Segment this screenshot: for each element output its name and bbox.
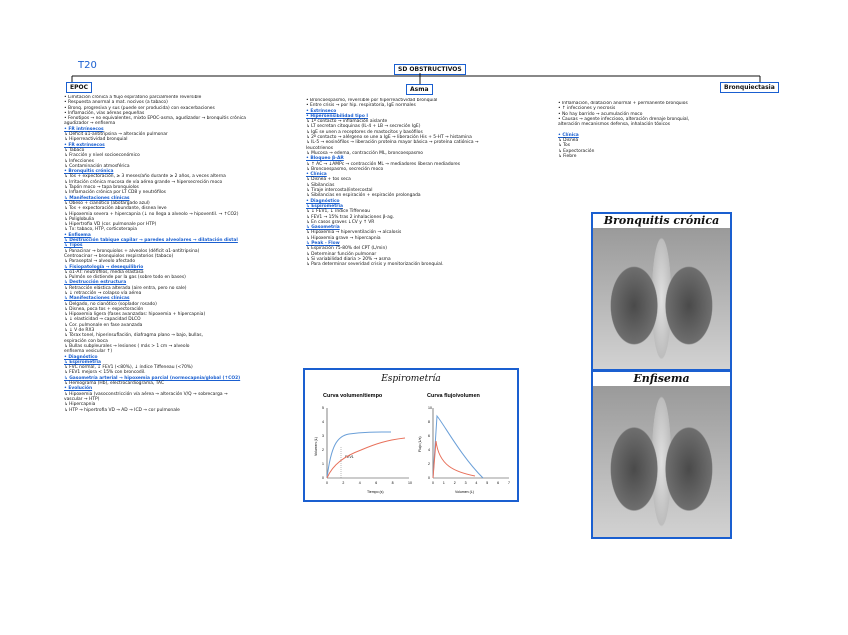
note-line: ↳ IgE se unen a receptores de mastocitos y basófilos <box>306 129 423 135</box>
note-line: ↳ Gasometría <box>306 225 340 231</box>
note-line: ↳ Contaminación atmosférica <box>64 163 130 169</box>
vt-normal-curve <box>327 432 391 478</box>
note-line: ↳ Déficit α1-antitripsina → alteración pulmonar <box>64 132 168 138</box>
note-line: ↳ α1-AT: neutrófilos, media elastasa <box>64 269 144 275</box>
vt-y-tick: 2 <box>322 448 324 452</box>
note-line: ↳ Determinar función pulmonar <box>306 251 377 257</box>
note-line: ↳ Poliglobulia <box>64 216 95 222</box>
note-line: • Diagnóstico <box>64 354 98 360</box>
note-line: ↳ Espirometría <box>64 359 101 365</box>
note-line: ↳ Infecciones <box>64 158 94 164</box>
note-line: ↳ IL-5 → eosinófilos → liberación proteína mayor básica → proteína catiónica → <box>306 140 479 146</box>
vt-y-tick: 1 <box>322 462 324 466</box>
vt-x-tick: 8 <box>391 481 394 485</box>
note-line: • Entre crisis → por hip. respiratoria, IgE normales <box>306 103 416 109</box>
note-line: ↳ ↓ FEV1, ↓ índice Tiffeneau <box>306 209 371 215</box>
note-line: ↳ En casos graves ↓CV y ↑ VR <box>306 219 375 225</box>
vt-x-tick: 0 <box>326 481 328 485</box>
note-line: ↳ FEV1 mejora < 15% con broncodil. <box>64 370 146 376</box>
note-line: ↳ Sibilancias en espiración + espiración prolongada <box>306 193 421 199</box>
note-line: ↳ LT secretan citoquinas (IL-4 + LB → secreción IgE) <box>306 124 421 130</box>
ff-obstructive-curve <box>433 441 475 478</box>
note-line: ↳ Hipoxemia → hiperventilación → alcalosis <box>306 230 402 236</box>
note-line: • ↑ infecciones y necrosis <box>558 106 616 112</box>
note-line: ↳ Hipoxemia ligera (fases avanzadas: hipoxemia + hipercapnia) <box>64 312 206 318</box>
note-line: • Hipersensibilidad tipo I <box>306 113 368 119</box>
note-line: ↳ HTP → hipertrofia VD → AD → ICD → cor pulmonale <box>64 407 180 413</box>
note-line: alteración mecanismos defensa, inhalación tóxicos <box>558 122 670 128</box>
note-line: ↳ Sibilancias <box>306 182 335 188</box>
vt-x-tick: 10 <box>408 481 412 485</box>
note-line: ↳ Hipercapnia <box>64 402 96 408</box>
note-line: • Bronq. progresiva y sus (puede ser producida) con exacerbaciones <box>64 105 215 111</box>
note-line: • FR extrínsecos <box>64 142 105 148</box>
vt-chart-title: Curva volumen/tiempo <box>323 393 383 399</box>
note-line: enfisema vesicular ↑) <box>64 349 113 355</box>
note-line: • Limitación crónica a flujo espiratorio parcialmente reversible <box>64 95 202 100</box>
vt-y-tick: 3 <box>322 434 324 438</box>
note-line: ↳ Manifestaciones clínicas <box>64 195 130 201</box>
note-line: ↳ 1º contacto → inflamación aislante <box>306 119 388 125</box>
note-line: ↳ Fisiopatología → desequilibrio <box>64 264 144 270</box>
vt-x-tick: 4 <box>358 481 361 485</box>
note-line: ↳ Si variabilidad diaria > 20% → asma <box>306 256 391 262</box>
ff-y-tick: 4 <box>428 448 430 452</box>
note-line: ↳ Inflamación crónica por LT CD8 y neutrófilos <box>64 190 166 196</box>
note-line: ↳ Peak - Flow <box>306 241 340 247</box>
ff-x-tick: 7 <box>508 481 510 485</box>
note-line: espiración con boca <box>64 338 108 344</box>
note-line: • Clínica <box>306 172 327 178</box>
note-line: ↳ Expectoración <box>558 148 595 154</box>
ff-x-tick: 6 <box>497 481 500 485</box>
note-line: • Respuesta anormal a mat. nocivos (a tabaco) <box>64 100 168 106</box>
xray-bronquitis-title: Bronquitis crónica <box>593 214 730 228</box>
vt-x-tick: 2 <box>342 481 345 485</box>
vt-x-tick: 6 <box>375 481 378 485</box>
note-line: • No hay barrido → acumulación moco <box>558 111 643 117</box>
note-line: ↳ Tos + expectoración, ≥ 3 meses/año durante ≥ 2 años, a veces alterna <box>64 174 226 180</box>
note-line: ↳ Disnea + tos seca <box>306 177 351 183</box>
note-line: • Inflamación, dilatación anormal + permanente bronquios <box>558 101 688 106</box>
ff-y-tick: 0 <box>428 476 430 480</box>
spirometry-figure <box>303 368 519 502</box>
section-epoc: EPOC <box>66 82 92 93</box>
note-line: ↳ Bullas subpleurales → lesiones ( más > 1 cm → alveolo <box>64 343 190 349</box>
note-line: ↳ FEV1 → 15% tras 2 inhalaciones β-ag. <box>306 214 395 220</box>
note-line: ↳ ↑ AC → ↓AMPc → contracción ML → mediadores liberan mediadores <box>306 161 461 167</box>
note-line: ↳ Fracción y nivel socioeconómico <box>64 153 140 159</box>
ff-y-tick: 10 <box>428 406 432 410</box>
vt-fev1-annotation: FEV1 <box>345 455 354 459</box>
note-line: ↳ Hipertrofia VD (cor. pulmonale por HTP) <box>64 222 157 228</box>
xray-enfisema-image <box>593 386 730 537</box>
note-line: ↳ Hipoxemia grave → hipercapnia <box>306 235 381 241</box>
note-line: • Evolución <box>64 386 93 392</box>
ff-x-tick: 3 <box>464 481 467 485</box>
note-line: ↳ Gasometría arterial → hipoxemia parcial (normocapnia/global (↑CO2) <box>64 375 241 381</box>
section-bronquiectasia: Bronquiectasia <box>720 82 779 93</box>
note-line: • Extrínseco <box>306 108 337 114</box>
xray-bronquitis-cronica <box>591 212 732 371</box>
vt-axis-lines <box>327 408 409 478</box>
xray-enfisema <box>591 370 732 539</box>
ff-axis-lines <box>433 408 509 478</box>
ff-x-tick: 0 <box>432 481 434 485</box>
note-line: ↳ Espirometría <box>306 203 343 209</box>
note-line: ↳ ↓ retracción → colapso vía aérea <box>64 290 142 296</box>
note-line: ↳ Cor. pulmonale en fase avanzada <box>64 322 143 328</box>
ff-normal-curve <box>433 416 483 478</box>
epoc-notes <box>64 95 304 575</box>
vt-y-tick: 5 <box>322 406 324 410</box>
note-line: ↳ Tiraje intercostal/intercostal <box>306 188 373 194</box>
note-line: ↳ Delgado, no cianótico (soplador rosado) <box>64 301 157 307</box>
note-line: ↳ Obeso + cianótico (abotargado azul) <box>64 200 150 206</box>
note-line: • Bloqueo β-AR <box>306 156 344 162</box>
note-line: ↳ Hemograma (Hb), electrocardiograma, TAC <box>64 381 165 387</box>
note-line: ↳ Tos + expectoración abundante, disnea leve <box>64 206 167 212</box>
note-line: • Enfisema <box>64 232 91 238</box>
spirometry-charts <box>305 386 517 498</box>
note-line: ↳ Manifestaciones clínicas <box>64 296 130 302</box>
note-line: ↳ Espiración 75-80% del CPT (L/min) <box>306 246 387 252</box>
main-title: SD OBSTRUCTIVOS <box>394 64 466 75</box>
note-line: agudizador → enfisema <box>64 121 116 127</box>
note-line: leucotrienos <box>306 145 334 151</box>
note-line: ↳ Tipos <box>64 243 83 249</box>
ff-x-tick: 4 <box>475 481 478 485</box>
note-line: • Bronquitis crónica <box>64 169 114 175</box>
note-line: ↳ Destrucción tabique capilar → paredes alveolares → dilatación distal <box>64 238 238 244</box>
spirometry-title: Espirometría <box>381 374 441 384</box>
xray-bronquitis-image <box>593 228 730 369</box>
ff-y-tick: 2 <box>428 462 430 466</box>
asma-notes <box>306 98 536 363</box>
note-line: Centroacinar → bronquiolos respiratorios (tabaco) <box>64 253 174 259</box>
ff-ylabel: Flujo (L/s) <box>418 436 422 452</box>
note-line: ↳ Hipoxemia severa + hipercapnia (↓ no llega a alveolo → hipoventil. → ↑CO2) <box>64 211 239 217</box>
note-line: ↳ Irritación crónica mucosa de vía aérea grande → hipersecreción moco <box>64 179 223 185</box>
vt-obstructive-curve <box>327 438 405 478</box>
ff-xlabel: Volumen (L) <box>455 490 474 494</box>
bronquiectasia-notes <box>558 101 788 201</box>
note-line: ↳ Paraseptal → alveolo afectado <box>64 259 136 265</box>
note-line: ↳ 2º contacto → alérgeno se une a IgE → liberación His + 5-HT → histamina <box>306 135 472 141</box>
note-line: ↳ Retracción elástica alterada (aire entra, pero no sale) <box>64 285 187 291</box>
note-line: ↳ Tapón moco → tapa bronquiolos <box>64 185 139 191</box>
ff-x-tick: 2 <box>453 481 456 485</box>
note-line: • Broncoespasmo, reversible por hiperreactividad bronquial <box>306 98 438 103</box>
note-line: ↳ Disnea <box>558 138 579 144</box>
note-line: ↳ Hiperreactividad bronquial <box>64 137 128 143</box>
note-line: ↳ Fiebre <box>558 153 577 159</box>
note-line: • FR intrínsecos <box>64 126 104 132</box>
note-line: ↳ Disnea, poca tos + expectoración <box>64 306 144 312</box>
note-line: ↳ Broncoespasmo, secreción moco <box>306 166 384 172</box>
note-line: • Diagnóstico <box>306 198 340 204</box>
note-line: ↳ Destrucción estructura <box>64 280 127 286</box>
note-line: • Clínica <box>558 132 579 138</box>
ff-x-tick: 5 <box>486 481 489 485</box>
note-line: ↳ Tos <box>558 143 570 149</box>
note-line: • Inflamación, vías aéreas pequeñas <box>64 110 145 116</box>
note-line: ↳ Tórax tonel, hiperinsuflación, diafragma plano → bajo, bullas, <box>64 333 203 339</box>
section-asma: Asma <box>406 84 433 95</box>
note-line: • Causas → agente infeccioso, alteración drenaje bronquial, <box>558 116 690 122</box>
topic-tag: T20 <box>78 60 97 71</box>
note-line: vascular → HTP) <box>64 396 100 402</box>
note-line: ↳ Para determinar severidad crisis y monitorización bronquial. <box>306 262 444 268</box>
note-line: ↳ Mucosa → edema, contracción ML, broncoespasmo <box>306 150 423 156</box>
xray-enfisema-title: Enfisema <box>593 372 730 386</box>
note-line: ↳ ↓ elasticidad → capacidad DLCO <box>64 317 141 323</box>
vt-ylabel: Volumen (L) <box>314 437 318 456</box>
note-line: ↳ Pulmón se distiende por la gas (sobre todo en bases) <box>64 275 186 281</box>
ff-x-tick: 1 <box>442 481 445 485</box>
vt-y-tick: 4 <box>322 420 324 424</box>
note-line: ↳ FVC normal, ↓ FEV1 (<80%), ↓ índice Tiffeneau (<70%) <box>64 365 193 371</box>
note-line: ↳ Tx: tabaco, HTP, corticoterapia <box>64 227 137 233</box>
note-line: ↳ Hipoxemia (vasoconstricción vía aérea → alteración V/Q → sobrecarga → <box>64 391 228 397</box>
ff-y-tick: 6 <box>428 434 430 438</box>
ff-y-tick: 8 <box>428 420 430 424</box>
vt-axes <box>322 406 412 485</box>
note-line: • Fenotipos → no equivalentes, mixto EPOC-asma, agudizador → bronquitis crónica <box>64 116 246 122</box>
vt-y-tick: 0 <box>322 476 324 480</box>
ff-chart-title: Curva flujo/volumen <box>427 393 480 399</box>
note-line: ↳ ↓ V de RX3 <box>64 328 95 334</box>
ff-axes <box>428 406 510 485</box>
note-line: ↳ Tabaco <box>64 147 85 153</box>
vt-xlabel: Tiempo (s) <box>367 490 384 494</box>
note-line: ↳ Panacinar → bronquiolos + alveolos (déficit α1-antitripsina) <box>64 248 200 254</box>
